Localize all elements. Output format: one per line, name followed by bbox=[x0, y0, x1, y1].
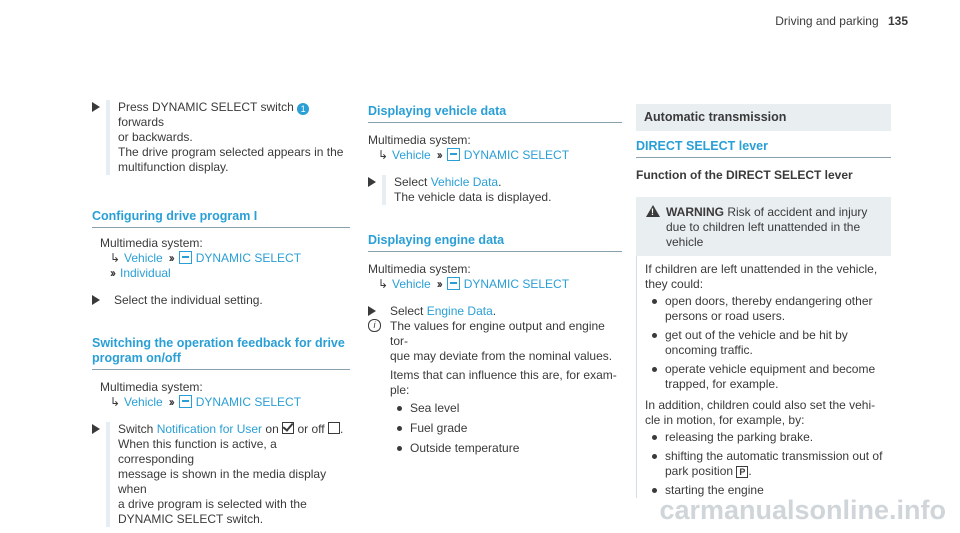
switch-number-badge: 1 bbox=[297, 103, 309, 115]
double-chevron-icon: ›› bbox=[110, 266, 114, 280]
list-item: get out of the vehicle and be hit by oncoming traffic. bbox=[645, 328, 883, 358]
engine-data-link[interactable]: Engine Data bbox=[426, 304, 493, 318]
double-chevron-icon: ›› bbox=[436, 148, 441, 162]
seat-icon bbox=[447, 148, 460, 161]
engine-note: i The values for engine output and engine tor- que may deviate from the nominal values. Items that can influence this are, for exam- ple: Sea level Fuel grade Outside temperature bbox=[368, 319, 622, 456]
warning-body: If children are left unattended in the vehicle, they could: open doors, thereby endangering other persons or road users. get out of the vehicle and be hit by oncoming traffic. operate vehicle equipment and become trapped, for example. In addition, children could also set the vehi- cle in motion, for example, by: releasing the parking brake. shifting the automatic transmission out of park position P . starting the engine bbox=[636, 256, 891, 498]
list-item: Fuel grade bbox=[390, 421, 622, 436]
section-title: Driving and parking bbox=[775, 14, 879, 28]
column-2 bbox=[368, 104, 622, 456]
dynamic-select-link[interactable]: DYNAMIC SELECT bbox=[463, 277, 570, 291]
list-item: starting the engine bbox=[645, 483, 883, 498]
individual-link[interactable]: Individual bbox=[120, 266, 171, 280]
warning-label: WARNING bbox=[666, 205, 724, 219]
vehicle-data-heading: Displaying vehicle data bbox=[368, 104, 622, 123]
vehicle-data-link[interactable]: Vehicle Data bbox=[430, 175, 499, 189]
checkbox-checked-icon bbox=[282, 422, 294, 434]
menu-path bbox=[92, 395, 350, 410]
warning-header: ! WARNING Risk of accident and injury due to children left unattended in the vehicle bbox=[636, 197, 891, 256]
double-chevron-icon: ›› bbox=[436, 277, 441, 291]
ms-label: Multimedia system: bbox=[368, 133, 471, 147]
page-number: 135 bbox=[887, 14, 908, 28]
column-1 bbox=[92, 100, 350, 527]
switching-heading: Switching the operation feedback for drive program on/off bbox=[92, 336, 350, 370]
column-3 bbox=[636, 104, 891, 498]
menu-path bbox=[92, 251, 350, 266]
vehicle-link[interactable]: Vehicle bbox=[392, 148, 431, 162]
vehicle-data-step: Select Vehicle Data. The vehicle data is displayed. bbox=[368, 175, 622, 205]
list-item: open doors, thereby endangering other persons or road users. bbox=[645, 294, 883, 324]
menu-path bbox=[368, 277, 622, 292]
dynamic-select-link[interactable]: DYNAMIC SELECT bbox=[195, 251, 302, 265]
park-position-icon: P bbox=[736, 466, 748, 478]
step-arrow-icon bbox=[368, 177, 376, 187]
switch-step: Switch Notification for User on or off . When this function is active, a corresponding message is shown in the media display when a drive program is selected with the DYNAMIC SELECT switch. bbox=[92, 422, 350, 527]
risk-list bbox=[645, 294, 883, 392]
dynamic-select-link[interactable]: DYNAMIC SELECT bbox=[195, 395, 302, 409]
section-tag: Automatic transmission bbox=[636, 104, 891, 131]
path-hook-icon: ↳ bbox=[110, 251, 121, 265]
engine-data-heading: Displaying engine data bbox=[368, 233, 622, 252]
info-icon: i bbox=[368, 319, 381, 332]
step-arrow-icon bbox=[92, 424, 100, 434]
intro-instruction: Press DYNAMIC SELECT switch 1 forwards or backwards. The drive program selected appears in the multifunction display. bbox=[92, 100, 350, 175]
seat-icon bbox=[179, 395, 192, 408]
watermark: carmanualsonline.info bbox=[659, 495, 946, 525]
motion-list bbox=[645, 430, 883, 498]
list-item: Sea level bbox=[390, 401, 622, 416]
ms-label: Multimedia system: bbox=[100, 236, 203, 250]
path-hook-icon: ↳ bbox=[378, 148, 389, 162]
influence-list bbox=[390, 401, 622, 456]
step-arrow-icon bbox=[92, 295, 100, 305]
list-item: releasing the parking brake. bbox=[645, 430, 883, 445]
intro-step bbox=[92, 100, 350, 175]
path-hook-icon: ↳ bbox=[110, 395, 121, 409]
dynamic-select-link[interactable]: DYNAMIC SELECT bbox=[463, 148, 570, 162]
warning-icon bbox=[646, 205, 660, 217]
configuring-heading: Configuring drive program I bbox=[92, 209, 350, 228]
checkbox-empty-icon bbox=[328, 422, 340, 434]
page-header bbox=[775, 14, 908, 29]
step-arrow-icon bbox=[92, 102, 100, 112]
vehicle-link[interactable]: Vehicle bbox=[124, 251, 163, 265]
menu-path-2 bbox=[92, 266, 350, 281]
step-arrow-icon bbox=[368, 306, 376, 316]
list-item: Outside temperature bbox=[390, 441, 622, 456]
vehicle-link[interactable]: Vehicle bbox=[124, 395, 163, 409]
seat-icon bbox=[179, 251, 192, 264]
vehicle-link[interactable]: Vehicle bbox=[392, 277, 431, 291]
menu-path bbox=[368, 148, 622, 163]
path-hook-icon: ↳ bbox=[378, 277, 389, 291]
function-subheading: Function of the DIRECT SELECT lever bbox=[636, 168, 853, 182]
config-step: Select the individual setting. bbox=[92, 293, 350, 308]
warning-box bbox=[636, 197, 891, 498]
ms-label: Multimedia system: bbox=[368, 262, 471, 276]
seat-icon bbox=[447, 277, 460, 290]
double-chevron-icon: ›› bbox=[168, 251, 173, 265]
direct-select-heading: DIRECT SELECT lever bbox=[636, 139, 891, 158]
list-item: shifting the automatic transmission out of park position P . bbox=[645, 449, 883, 479]
ms-label: Multimedia system: bbox=[100, 380, 203, 394]
notification-link[interactable]: Notification for User bbox=[156, 422, 263, 436]
engine-data-step: Select Engine Data. bbox=[368, 304, 622, 319]
double-chevron-icon: ›› bbox=[168, 395, 173, 409]
list-item: operate vehicle equipment and become trapped, for example. bbox=[645, 362, 883, 392]
